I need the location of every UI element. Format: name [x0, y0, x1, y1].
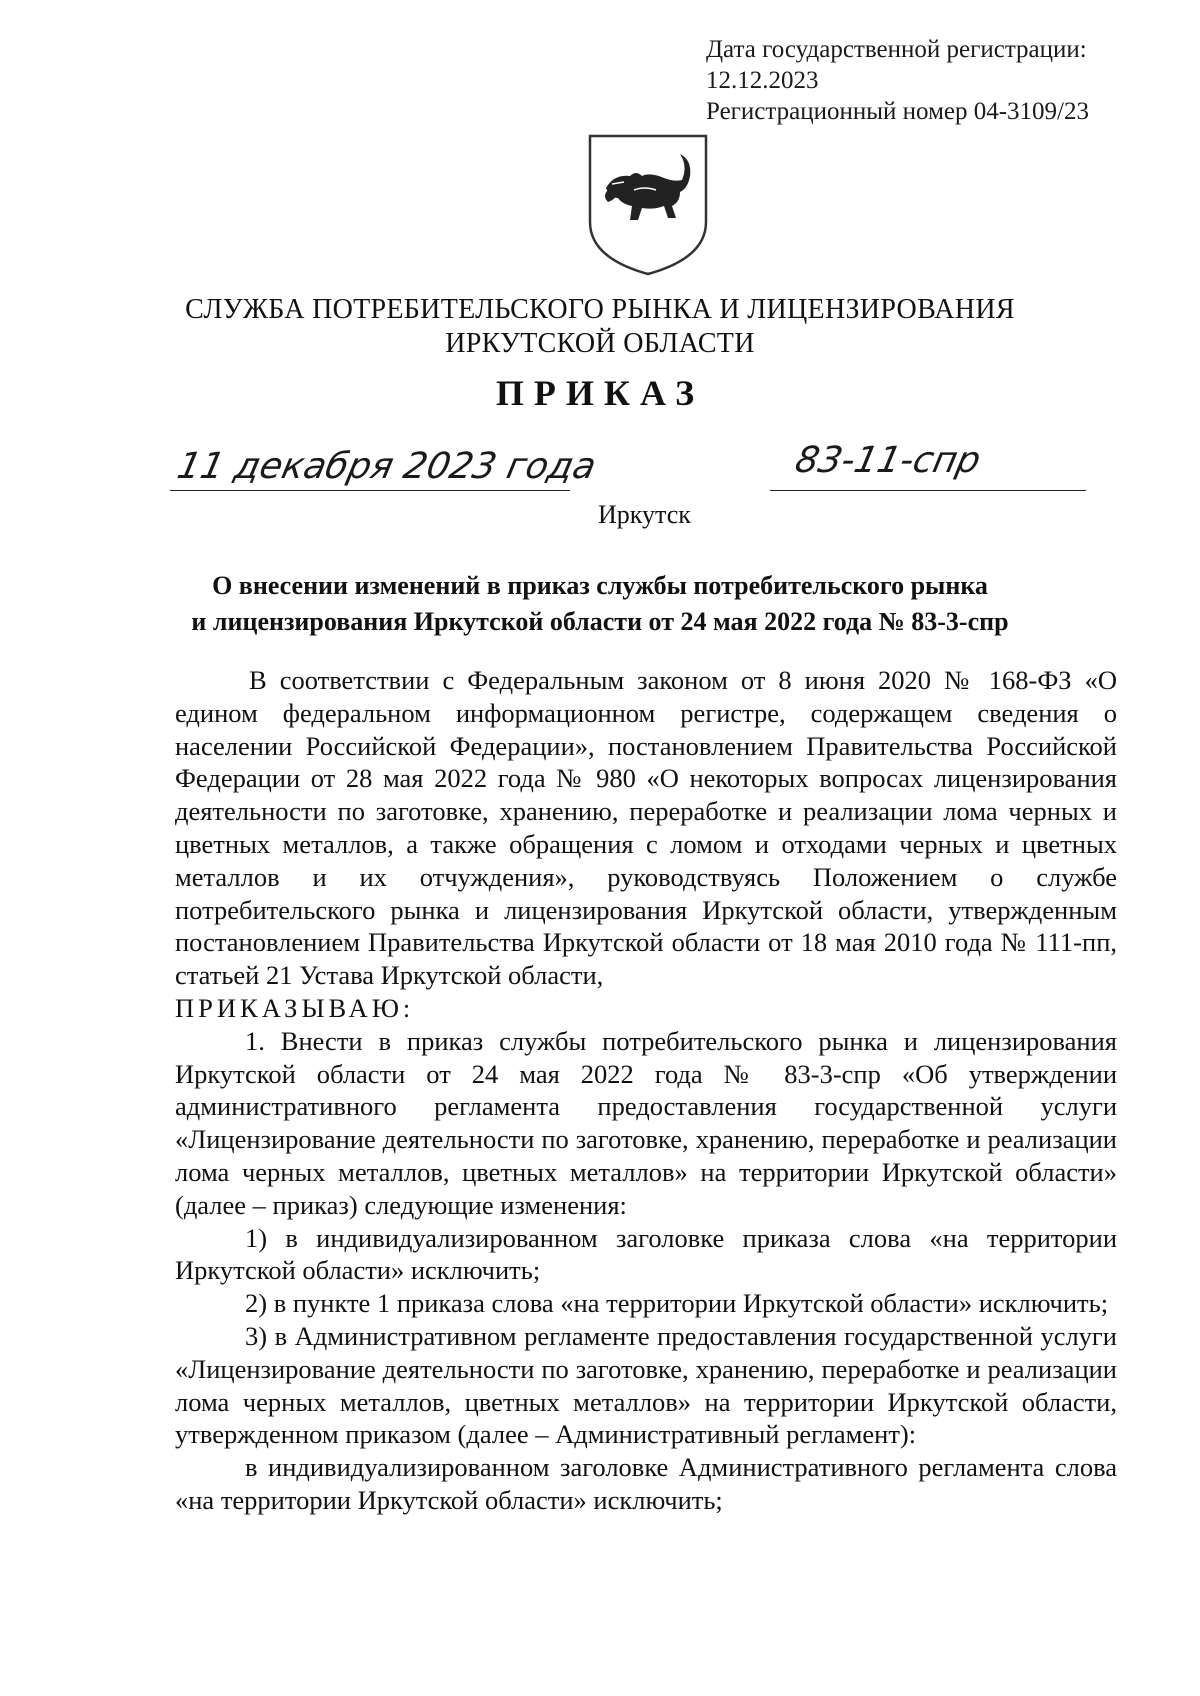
registration-date: Дата государственной регистрации: 12.12.2023 [706, 36, 1087, 94]
handwritten-date: 11 декабря 2023 года [173, 446, 600, 487]
subclause-3: 3) в Административном регламенте предоставления государственной услуги «Лицензирование деятельности по заготовке, хранению, переработке и реализации лома черных металлов, цветных металлов» на территории Иркутской области, утвержденном приказом (далее – Административный регламент): [175, 1320, 1117, 1450]
subclause-1: 1) в индивидуализированном заголовке приказа слова «на территории Иркутской области» исключить; [175, 1222, 1117, 1286]
document-body [175, 664, 1117, 1517]
registration-stamp [706, 34, 1200, 127]
subject-line-1: О внесении изменений в приказ службы потребительского рынка [212, 571, 988, 600]
number-underline [770, 490, 1086, 491]
city: Иркутск [598, 500, 691, 529]
subclause-2: 2) в пункте 1 приказа слова «на территории Иркутской области» исключить; [245, 1288, 1109, 1319]
preamble-paragraph: В соответствии с Федеральным законом от 8 июня 2020 № 168-ФЗ «О едином федеральном информационном регистре, содержащем сведения о населении Российской Федерации», постановлением Правительства Российской Федерации от 28 мая 2022 года № 980 «О некоторых вопросах лицензирования деятельности по заготовке, хранению, переработке и реализации лома черных и цветных металлов, а также обращения с ломом и отходами черных и цветных металлов и их отчуждения», руководствуясь Положением о службе потребительского рынка и лицензирования Иркутской области, утвержденным постановлением Правительства Иркутской области от 18 мая 2010 года № 111-пп, статьей 21 Устава Иркутской области, [175, 665, 1117, 991]
handwritten-number: 83-11-спр [791, 440, 985, 481]
organization-line-2: ИРКУТСКОЙ ОБЛАСТИ [445, 328, 755, 359]
date-underline [170, 490, 570, 491]
subclause-3-paragraph: в индивидуализированном заголовке Административного регламента слова «на территории Иркутской области» исключить; [175, 1452, 1117, 1515]
document-type-heading: ПРИКАЗ [495, 373, 705, 413]
subject-line-2: и лицензирования Иркутской области от 24 мая 2022 года № 83-3-спр [191, 607, 1009, 636]
coat-of-arms-icon [584, 130, 712, 278]
registration-number: Регистрационный номер 04-3109/23 [706, 98, 1090, 125]
organization-line-1: СЛУЖБА ПОТРЕБИТЕЛЬСКОГО РЫНКА И ЛИЦЕНЗИРОВАНИЯ [185, 294, 1015, 325]
order-word: ПРИКАЗЫВАЮ: [175, 992, 415, 1023]
clause-1: 1. Внести в приказ службы потребительского рынка и лицензирования Иркутской области от 24 мая 2022 года № 83-3-спр «Об утверждении административного регламента предоставления государственной услуги «Лицензирование деятельности по заготовке, хранению, переработке и реализации лома черных металлов, цветных металлов» на территории Иркутской области» (далее – приказ) следующие изменения: [175, 1025, 1117, 1220]
subject-title [0, 568, 1200, 640]
organization-name [0, 293, 1200, 361]
